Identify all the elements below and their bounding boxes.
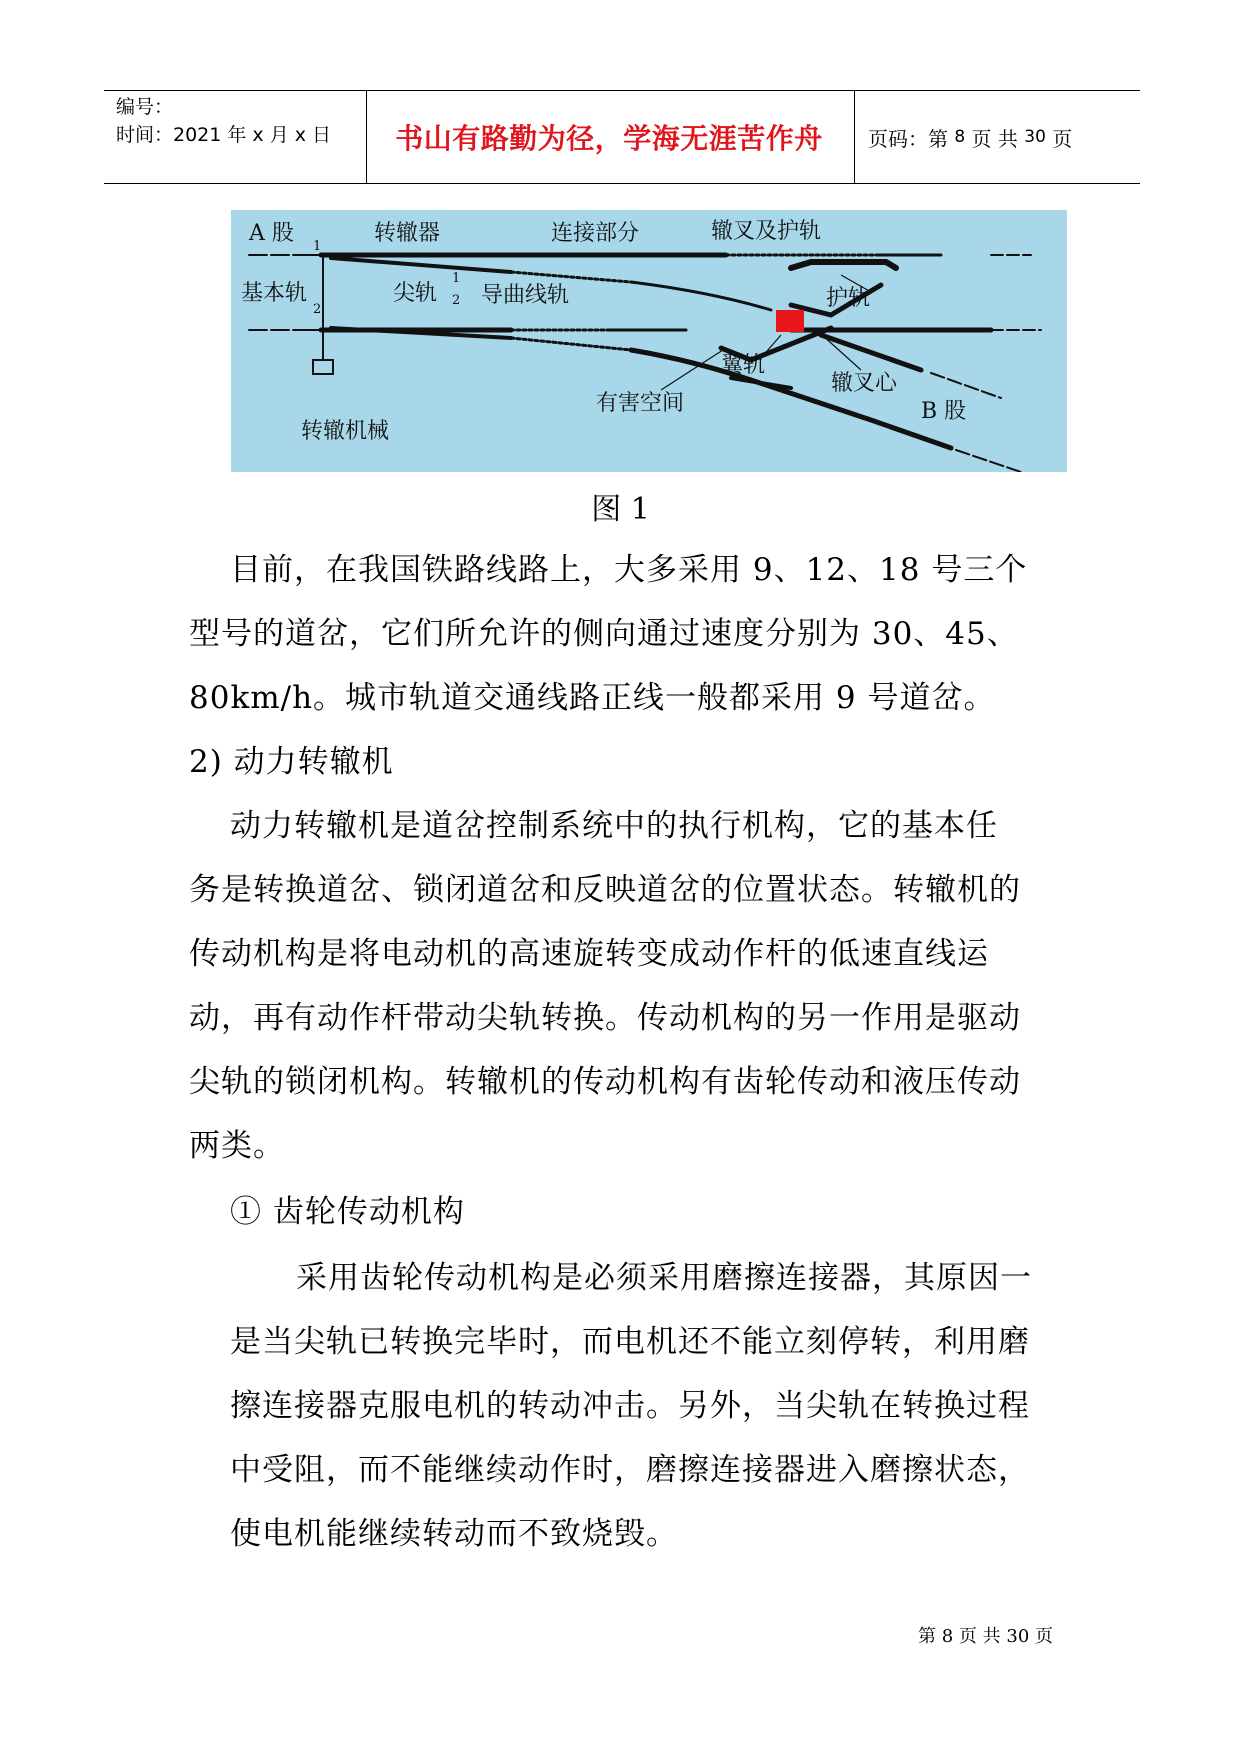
- label-lianjie: 连接部分: [551, 221, 640, 246]
- number-label: 编号：: [116, 96, 174, 118]
- label-hugui: 护轨: [826, 286, 871, 311]
- label-youhaikongjian: 有害空间: [596, 391, 685, 416]
- paragraph-line: 型号的道岔，它们所允许的侧向通过速度分别为 30、45、: [189, 616, 1019, 652]
- header-divider: [366, 91, 367, 183]
- paragraph-line: 目前，在我国铁路线路上，大多采用 9、12、18 号三个: [230, 552, 1028, 588]
- label-n1a: 1: [313, 239, 322, 254]
- paragraph-line: 擦连接器克服电机的转动冲击。另外，当尖轨在转换过程: [230, 1388, 1030, 1424]
- paragraph-line: 是当尖轨已转换完毕时，而电机还不能立刻停转，利用磨: [230, 1324, 1030, 1360]
- time-label: 时间：2021 年 x 月 x 日: [116, 124, 332, 146]
- page-mid: 页 共: [971, 126, 1018, 151]
- label-n1b: 1: [452, 271, 461, 286]
- header-page-info: [868, 91, 1072, 183]
- paragraph-line: 中受阻，而不能继续动作时，磨擦连接器进入磨擦状态，: [230, 1452, 1030, 1488]
- page-number: 8: [954, 127, 966, 147]
- label-b-gu: B 股: [921, 399, 967, 424]
- label-zhuanzhejixie: 转辙机械: [301, 419, 390, 444]
- section-heading: 2) 动力转辙机: [189, 744, 394, 780]
- paragraph-line: 采用齿轮传动机构是必须采用磨擦连接器，其原因一: [296, 1260, 1032, 1296]
- label-yigui: 翼轨: [721, 353, 766, 378]
- label-n2b: 2: [452, 293, 461, 308]
- figure-caption: 图 1: [591, 492, 650, 527]
- footer-page-info: 第 8 页 共 30 页: [918, 1626, 1053, 1647]
- label-zhuanzheqi: 转辙器: [374, 221, 441, 246]
- subsection-heading: ① 齿轮传动机构: [230, 1194, 465, 1230]
- label-a-gu: A 股: [249, 221, 294, 246]
- page-footer: [0, 1622, 1241, 1648]
- paragraph-line: 务是转换道岔、锁闭道岔和反映道岔的位置状态。转辙机的: [189, 872, 1021, 908]
- header-meta: [116, 93, 356, 149]
- page-header: [104, 90, 1140, 184]
- paragraph-line: 两类。: [189, 1128, 285, 1164]
- label-jiangui: 尖轨: [393, 281, 438, 306]
- label-n2a: 2: [313, 302, 322, 317]
- paragraph-line: 使电机能继续转动而不致烧毁。: [230, 1516, 678, 1552]
- turnout-diagram: [231, 210, 1067, 472]
- paragraph-line: 尖轨的锁闭机构。转辙机的传动机构有齿轮传动和液压传动: [189, 1064, 1021, 1100]
- label-daoquxiangui: 导曲线轨: [481, 283, 570, 308]
- paragraph-line: 传动机构是将电动机的高速旋转变成动作杆的低速直线运: [189, 936, 989, 972]
- paragraph-line: 动力转辙机是道岔控制系统中的执行机构，它的基本任: [230, 808, 998, 844]
- page-total: 30: [1024, 127, 1046, 147]
- header-motto: 书山有路勤为径，学海无涯苦作舟: [395, 122, 823, 155]
- turnout-diagram-svg: [231, 210, 1067, 472]
- label-zhecha-hugui: 辙叉及护轨: [711, 219, 822, 244]
- page-suffix: 页: [1052, 126, 1073, 151]
- label-zhechaxin: 辙叉心: [831, 371, 898, 396]
- frog-highlight: [776, 310, 804, 332]
- paragraph-line: 动，再有动作杆带动尖轨转换。传动机构的另一作用是驱动: [189, 1000, 1021, 1036]
- page-prefix: 页码：第: [868, 126, 948, 151]
- label-jibengui: 基本轨: [241, 281, 308, 306]
- paragraph-line: 80km/h。城市轨道交通线路正线一般都采用 9 号道岔。: [189, 680, 996, 716]
- header-divider: [854, 91, 855, 183]
